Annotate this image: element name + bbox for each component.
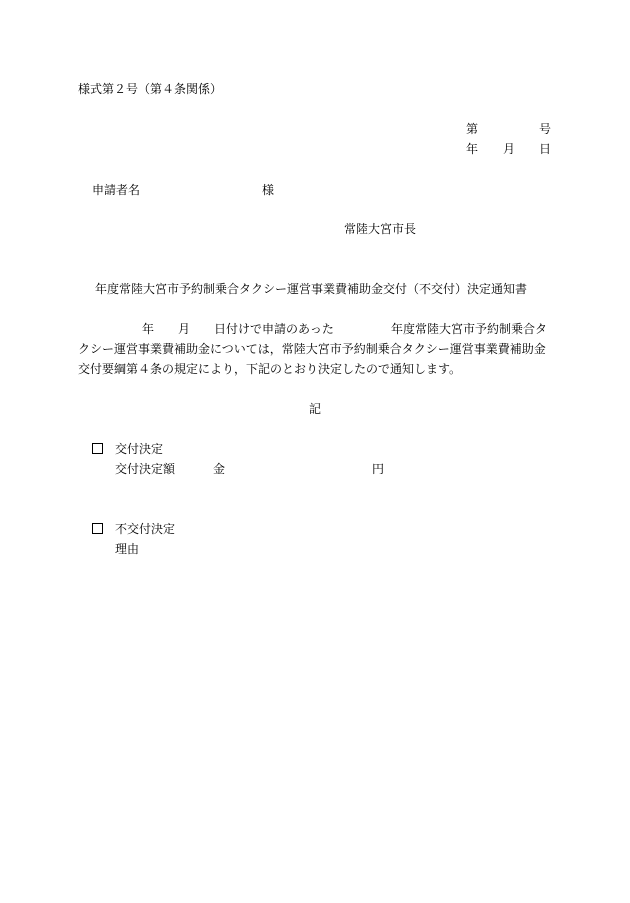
- issuer-name: 常陸大宮市長: [344, 222, 417, 236]
- grant-amount-yen: 円: [372, 462, 385, 476]
- grant-amount-label: 交付決定額: [115, 462, 176, 476]
- grant-amount-kin: 金: [213, 462, 226, 476]
- grant-decision-label: 交付決定: [115, 442, 164, 456]
- body-line-3: 交付要綱第４条の規定により，下記のとおり決定したので通知します。: [78, 362, 462, 376]
- document-number-suffix: 号: [539, 122, 552, 136]
- body-year-label: 年: [142, 322, 155, 336]
- date-year-label: 年: [466, 142, 479, 156]
- document-title: 年度常陸大宮市予約制乗合タクシー運営事業費補助金交付（不交付）決定通知書: [95, 282, 528, 296]
- applicant-honorific: 様: [262, 183, 275, 197]
- nogrant-checkbox[interactable]: [92, 522, 103, 536]
- grant-checkbox[interactable]: [92, 442, 103, 456]
- date-month-label: 月: [503, 142, 516, 156]
- body-line-1-tail: 年度常陸大宮市予約制乗合タ: [391, 322, 548, 336]
- form-number-label: 様式第２号（第４条関係）: [78, 82, 223, 96]
- nogrant-reason-label: 理由: [115, 542, 140, 556]
- applicant-name-label: 申請者名: [92, 183, 141, 197]
- date-day-label: 日: [539, 142, 552, 156]
- nogrant-decision-label: 不交付決定: [115, 522, 176, 536]
- document-number-prefix: 第: [466, 122, 479, 136]
- body-applied-text: 日付けで申請のあった: [214, 322, 334, 336]
- ki-label: 記: [309, 402, 322, 416]
- body-line-2: クシー運営事業費補助金については，常陸大宮市予約制乗合タクシー運営事業費補助金: [78, 342, 546, 356]
- checkbox-icon: [92, 523, 103, 534]
- checkbox-icon: [92, 443, 103, 454]
- body-month-label: 月: [178, 322, 191, 336]
